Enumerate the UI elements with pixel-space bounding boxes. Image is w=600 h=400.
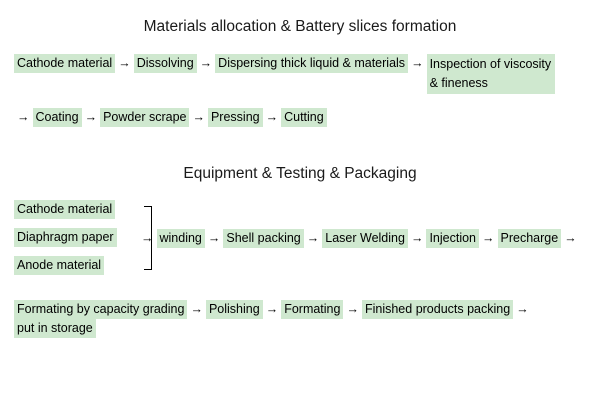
arrow-icon: → <box>141 231 154 245</box>
arrow-icon: → <box>84 110 98 124</box>
process-node-pressing[interactable]: Pressing <box>208 108 263 127</box>
process-node-dissolving[interactable]: Dissolving <box>134 54 197 73</box>
input-node-diaphragm-paper[interactable]: Diaphragm paper <box>14 228 117 247</box>
arrow-icon: → <box>190 302 203 316</box>
input-node-anode-material[interactable]: Anode material <box>14 256 104 275</box>
process-node-injection[interactable]: Injection <box>426 229 479 248</box>
flow-row-materials-1 <box>14 54 590 94</box>
arrow-icon: → <box>265 110 279 124</box>
process-node-winding[interactable]: winding <box>157 229 205 248</box>
process-node-dispersing[interactable]: Dispersing thick liquid & materials <box>215 54 408 73</box>
section-title-materials: Materials allocation & Battery slices formation <box>143 18 457 35</box>
process-node-powder-scrape[interactable]: Powder scrape <box>100 108 189 127</box>
process-node-inspection[interactable]: Inspection of viscosity & fineness <box>427 54 555 94</box>
arrow-icon: → <box>306 231 320 245</box>
input-node-cathode-material[interactable]: Cathode material <box>14 200 115 219</box>
process-node-polishing[interactable]: Polishing <box>206 300 263 319</box>
process-node-cutting[interactable]: Cutting <box>281 108 327 127</box>
arrow-icon: → <box>410 231 424 245</box>
arrow-icon: → <box>346 302 359 316</box>
process-node-finished-products-packing[interactable]: Finished products packing <box>362 300 513 319</box>
arrow-icon: → <box>564 231 577 245</box>
process-node-formating[interactable]: Formating <box>281 300 343 319</box>
flow-row-materials-2 <box>14 108 327 127</box>
process-node-shell-packing[interactable]: Shell packing <box>223 229 303 248</box>
arrow-icon: → <box>118 56 131 70</box>
section-title-equipment: Equipment & Testing & Packaging <box>183 165 417 182</box>
arrow-icon: → <box>516 302 529 316</box>
process-node-put-in-storage[interactable]: put in storage <box>14 319 96 338</box>
arrow-icon: → <box>482 231 495 245</box>
arrow-icon: → <box>411 56 424 70</box>
flow-row-equipment-1 <box>138 229 580 248</box>
arrow-icon: → <box>17 110 30 124</box>
flow-row-equipment-2 <box>14 300 590 338</box>
arrow-icon: → <box>192 110 205 124</box>
process-node-cathode-material[interactable]: Cathode material <box>14 54 115 73</box>
input-materials-group <box>14 200 144 284</box>
process-node-laser-welding[interactable]: Laser Welding <box>322 229 408 248</box>
process-node-coating[interactable]: Coating <box>33 108 82 127</box>
process-node-precharge[interactable]: Precharge <box>498 229 562 248</box>
arrow-icon: → <box>199 56 213 70</box>
arrow-icon: → <box>265 302 279 316</box>
process-node-formating-capacity-grading[interactable]: Formating by capacity grading <box>14 300 187 319</box>
arrow-icon: → <box>207 231 221 245</box>
